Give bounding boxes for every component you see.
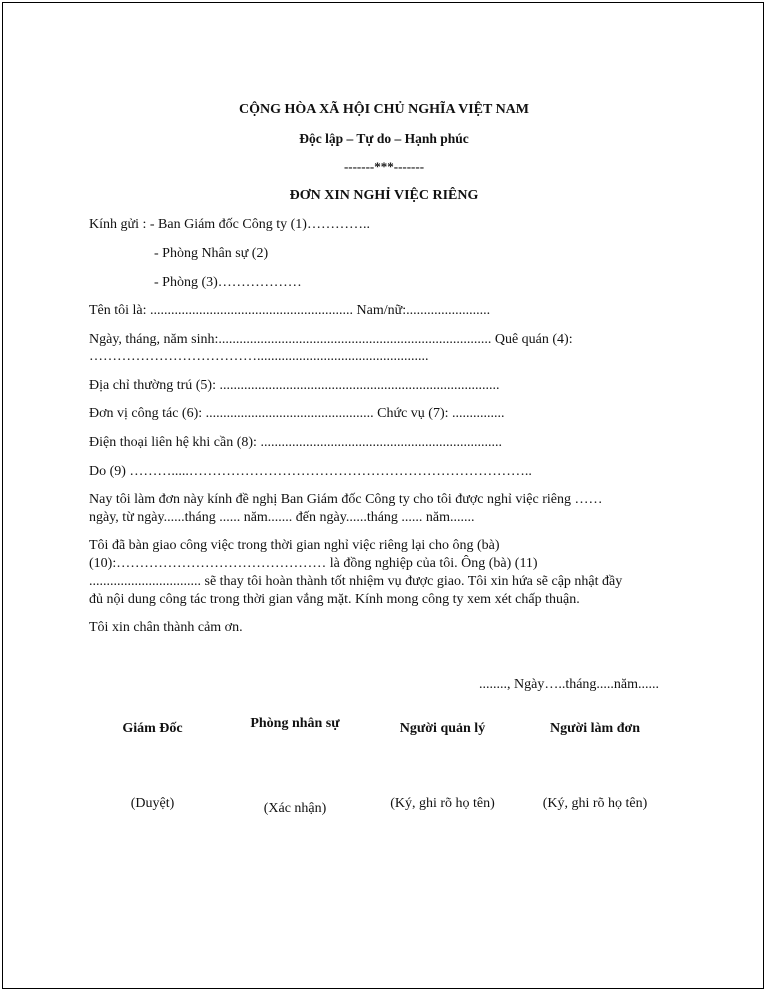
signature-note-director: (Duyệt) [130,796,175,811]
signature-role-manager: Người quản lý [399,721,486,736]
signature-note-applicant: (Ký, ghi rõ họ tên) [542,796,648,811]
recipient-line-3: - Phòng (3)……………… [154,275,302,290]
recipient-line-2: - Phòng Nhân sự (2) [154,246,269,261]
handover-paragraph-line-2: (10):……………………………………… là đồng nghiệp của tôi. Ông (bà) (11) [89,556,538,571]
handover-paragraph-line-3: ................................ sẽ thay tôi hoàn thành tốt nhiệm vụ được giao. Tôi xin hứa sẽ cập nhật đầy [89,574,623,589]
request-paragraph-line-1: Nay tôi làm đơn này kính đề nghị Ban Giám đốc Công ty cho tôi được nghỉ việc riêng …… [89,492,603,507]
separator: -------***------- [343,159,425,174]
date-line: ........, Ngày…..tháng.....năm...... [479,677,660,692]
phone-field: Điện thoại liên hệ khi cần (8): ..................................................................... [89,435,502,450]
handover-paragraph-line-1: Tôi đã bàn giao công việc trong thời gian nghỉ việc riêng lại cho ông (bà) [89,538,500,553]
motto: Độc lập – Tự do – Hạnh phúc [299,131,469,146]
signature-note-hr: (Xác nhận) [263,801,327,816]
recipient-line-1: Kính gửi : - Ban Giám đốc Công ty (1)………….. [89,217,370,232]
signature-role-hr: Phòng nhân sự [250,716,340,731]
request-paragraph-line-2: ngày, từ ngày......tháng ...... năm....... đến ngày......tháng ...... năm....... [89,510,475,525]
signature-role-director: Giám Đốc [122,721,183,736]
address-field: Địa chỉ thường trú (5): ................................................................................ [89,378,500,393]
signature-role-applicant: Người làm đơn [549,721,641,736]
name-field: Tên tôi là: .......................................................... Nam/nữ:........................ [89,303,491,318]
signature-note-manager: (Ký, ghi rõ họ tên) [390,796,495,811]
document-title: ĐƠN XIN NGHỈ VIỆC RIÊNG [289,188,479,203]
hometown-field: ………………………………................................................. [89,349,429,364]
thanks-line: Tôi xin chân thành cảm ơn. [89,620,243,635]
dob-field: Ngày, tháng, năm sinh:.............................................................................. Quê quán (4): [89,332,573,347]
reason-field: Do (9) ……….....……………………………………………………………….. [89,464,532,479]
handover-paragraph-line-4: đủ nội dung công tác trong thời gian vắng mặt. Kính mong công ty xem xét chấp thuận. [89,592,580,607]
unit-position-field: Đơn vị công tác (6): ................................................ Chức vụ (7): ............... [89,406,505,421]
nation-heading: CỘNG HÒA XÃ HỘI CHỦ NGHĨA VIỆT NAM [238,102,529,117]
